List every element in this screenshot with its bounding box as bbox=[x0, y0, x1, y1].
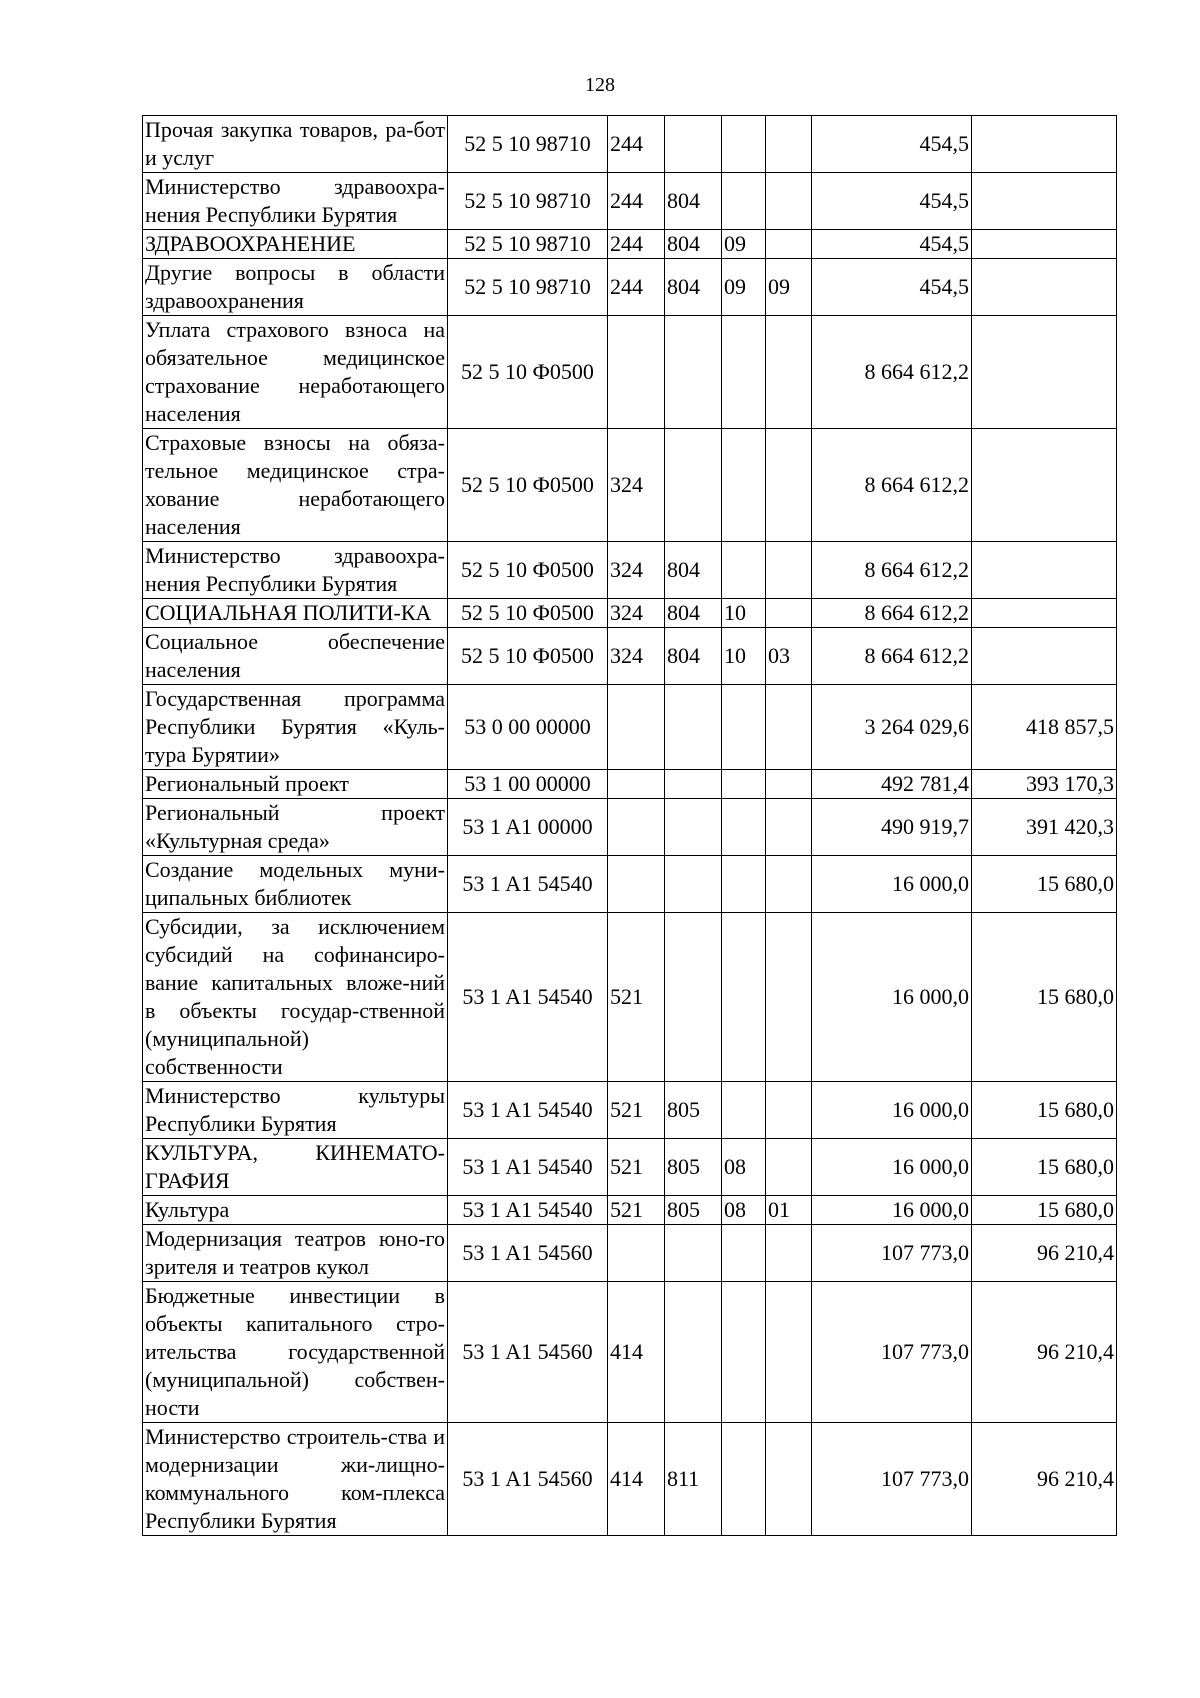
section-code bbox=[722, 1082, 766, 1139]
amount-total: 8 664 612,2 bbox=[812, 316, 972, 429]
amount-total: 454,5 bbox=[812, 116, 972, 173]
amount-federal bbox=[972, 599, 1117, 628]
section-code bbox=[722, 316, 766, 429]
row-name: Субсидии, за исключением субсидий на софинансиро-вание капитальных вложе-ний в объекты государ-ственной (муниципальной) собственности bbox=[143, 913, 448, 1082]
target-article-code: 52 5 10 98710 bbox=[448, 173, 608, 230]
row-name: Уплата страхового взноса на обязательное медицинское страхование неработающего населения bbox=[143, 316, 448, 429]
target-article-code: 52 5 10 98710 bbox=[448, 230, 608, 259]
table-row bbox=[143, 1423, 1117, 1536]
expense-type-code: 414 bbox=[608, 1423, 665, 1536]
ministry-code: 805 bbox=[665, 1139, 722, 1196]
target-article-code: 52 5 10 Ф0500 bbox=[448, 429, 608, 542]
section-code bbox=[722, 685, 766, 770]
expense-type-code: 414 bbox=[608, 1282, 665, 1423]
row-name: КУЛЬТУРА, КИНЕМАТО-ГРАФИЯ bbox=[143, 1139, 448, 1196]
subsection-code bbox=[766, 542, 812, 599]
amount-total: 8 664 612,2 bbox=[812, 542, 972, 599]
amount-total: 16 000,0 bbox=[812, 1139, 972, 1196]
expense-type-code: 244 bbox=[608, 230, 665, 259]
expense-type-code bbox=[608, 685, 665, 770]
subsection-code: 03 bbox=[766, 628, 812, 685]
amount-total: 454,5 bbox=[812, 259, 972, 316]
target-article-code: 52 5 10 Ф0500 bbox=[448, 316, 608, 429]
expense-type-code: 521 bbox=[608, 1196, 665, 1225]
ministry-code: 804 bbox=[665, 173, 722, 230]
ministry-code bbox=[665, 116, 722, 173]
amount-total: 454,5 bbox=[812, 230, 972, 259]
target-article-code: 53 0 00 00000 bbox=[448, 685, 608, 770]
row-name: Региональный проект bbox=[143, 770, 448, 799]
row-name: Страховые взносы на обяза-тельное медицинское стра-хование неработающего населения bbox=[143, 429, 448, 542]
expense-type-code: 324 bbox=[608, 628, 665, 685]
amount-total: 16 000,0 bbox=[812, 1196, 972, 1225]
ministry-code bbox=[665, 856, 722, 913]
expense-type-code: 521 bbox=[608, 1139, 665, 1196]
amount-federal: 96 210,4 bbox=[972, 1225, 1117, 1282]
subsection-code bbox=[766, 685, 812, 770]
row-name: Социальное обеспечение населения bbox=[143, 628, 448, 685]
expense-type-code bbox=[608, 856, 665, 913]
ministry-code bbox=[665, 799, 722, 856]
row-name: Министерство строитель-ства и модернизации жи-лищно-коммунального ком-плекса Республики Бурятия bbox=[143, 1423, 448, 1536]
amount-federal bbox=[972, 429, 1117, 542]
expense-type-code: 324 bbox=[608, 542, 665, 599]
amount-federal bbox=[972, 542, 1117, 599]
table-row bbox=[143, 628, 1117, 685]
section-code bbox=[722, 1282, 766, 1423]
expense-type-code: 521 bbox=[608, 913, 665, 1082]
table-row bbox=[143, 685, 1117, 770]
row-name: Министерство здравоохра-нения Республики Бурятия bbox=[143, 173, 448, 230]
section-code bbox=[722, 913, 766, 1082]
target-article-code: 52 5 10 Ф0500 bbox=[448, 542, 608, 599]
subsection-code bbox=[766, 913, 812, 1082]
ministry-code: 804 bbox=[665, 230, 722, 259]
table-row bbox=[143, 1082, 1117, 1139]
row-name: ЗДРАВООХРАНЕНИЕ bbox=[143, 230, 448, 259]
amount-total: 16 000,0 bbox=[812, 913, 972, 1082]
amount-federal bbox=[972, 116, 1117, 173]
section-code bbox=[722, 856, 766, 913]
row-name: Региональный проект «Культурная среда» bbox=[143, 799, 448, 856]
table-row bbox=[143, 856, 1117, 913]
amount-federal: 15 680,0 bbox=[972, 1082, 1117, 1139]
table-row bbox=[143, 1196, 1117, 1225]
expense-type-code bbox=[608, 799, 665, 856]
ministry-code: 805 bbox=[665, 1082, 722, 1139]
ministry-code bbox=[665, 1225, 722, 1282]
target-article-code: 53 1 A1 54560 bbox=[448, 1225, 608, 1282]
ministry-code bbox=[665, 770, 722, 799]
amount-total: 8 664 612,2 bbox=[812, 599, 972, 628]
ministry-code bbox=[665, 913, 722, 1082]
ministry-code bbox=[665, 429, 722, 542]
section-code bbox=[722, 542, 766, 599]
ministry-code: 804 bbox=[665, 628, 722, 685]
expense-type-code: 244 bbox=[608, 259, 665, 316]
row-name: Министерство культуры Республики Бурятия bbox=[143, 1082, 448, 1139]
row-name: Бюджетные инвестиции в объекты капитального стро-ительства государственной (муниципальной) собствен-ности bbox=[143, 1282, 448, 1423]
target-article-code: 52 5 10 Ф0500 bbox=[448, 599, 608, 628]
amount-federal: 393 170,3 bbox=[972, 770, 1117, 799]
expense-type-code: 324 bbox=[608, 599, 665, 628]
subsection-code: 01 bbox=[766, 1196, 812, 1225]
section-code: 10 bbox=[722, 628, 766, 685]
target-article-code: 53 1 A1 54540 bbox=[448, 1082, 608, 1139]
subsection-code bbox=[766, 1082, 812, 1139]
table-row bbox=[143, 599, 1117, 628]
section-code: 09 bbox=[722, 230, 766, 259]
table-row bbox=[143, 429, 1117, 542]
row-name: Министерство здравоохра-нения Республики Бурятия bbox=[143, 542, 448, 599]
expense-type-code: 324 bbox=[608, 429, 665, 542]
amount-federal: 418 857,5 bbox=[972, 685, 1117, 770]
subsection-code bbox=[766, 429, 812, 542]
section-code bbox=[722, 1225, 766, 1282]
amount-total: 3 264 029,6 bbox=[812, 685, 972, 770]
row-name: Другие вопросы в области здравоохранения bbox=[143, 259, 448, 316]
row-name: Культура bbox=[143, 1196, 448, 1225]
section-code bbox=[722, 799, 766, 856]
subsection-code bbox=[766, 316, 812, 429]
section-code bbox=[722, 116, 766, 173]
amount-total: 107 773,0 bbox=[812, 1225, 972, 1282]
subsection-code bbox=[766, 230, 812, 259]
ministry-code bbox=[665, 1282, 722, 1423]
amount-federal: 15 680,0 bbox=[972, 856, 1117, 913]
ministry-code bbox=[665, 685, 722, 770]
target-article-code: 52 5 10 98710 bbox=[448, 116, 608, 173]
subsection-code: 09 bbox=[766, 259, 812, 316]
table-row bbox=[143, 116, 1117, 173]
target-article-code: 52 5 10 98710 bbox=[448, 259, 608, 316]
row-name: Модернизация театров юно-го зрителя и театров кукол bbox=[143, 1225, 448, 1282]
section-code: 09 bbox=[722, 259, 766, 316]
target-article-code: 53 1 A1 54540 bbox=[448, 913, 608, 1082]
subsection-code bbox=[766, 856, 812, 913]
table-row bbox=[143, 1139, 1117, 1196]
table-row bbox=[143, 913, 1117, 1082]
ministry-code: 805 bbox=[665, 1196, 722, 1225]
amount-total: 490 919,7 bbox=[812, 799, 972, 856]
subsection-code bbox=[766, 116, 812, 173]
target-article-code: 53 1 A1 54540 bbox=[448, 1196, 608, 1225]
row-name: Создание модельных муни-ципальных библиотек bbox=[143, 856, 448, 913]
target-article-code: 53 1 A1 54540 bbox=[448, 1139, 608, 1196]
amount-federal bbox=[972, 316, 1117, 429]
amount-federal bbox=[972, 173, 1117, 230]
section-code: 08 bbox=[722, 1139, 766, 1196]
table-row bbox=[143, 259, 1117, 316]
expense-type-code bbox=[608, 770, 665, 799]
table-row bbox=[143, 799, 1117, 856]
target-article-code: 53 1 A1 54560 bbox=[448, 1423, 608, 1536]
page-number: 128 bbox=[585, 74, 615, 96]
expense-type-code bbox=[608, 316, 665, 429]
section-code bbox=[722, 173, 766, 230]
amount-federal: 15 680,0 bbox=[972, 1139, 1117, 1196]
section-code bbox=[722, 1423, 766, 1536]
table-row bbox=[143, 1225, 1117, 1282]
target-article-code: 53 1 00 00000 bbox=[448, 770, 608, 799]
ministry-code: 811 bbox=[665, 1423, 722, 1536]
table-row bbox=[143, 173, 1117, 230]
amount-federal bbox=[972, 628, 1117, 685]
expense-type-code: 244 bbox=[608, 116, 665, 173]
expense-type-code: 521 bbox=[608, 1082, 665, 1139]
amount-total: 454,5 bbox=[812, 173, 972, 230]
subsection-code bbox=[766, 1282, 812, 1423]
ministry-code: 804 bbox=[665, 542, 722, 599]
target-article-code: 53 1 A1 54540 bbox=[448, 856, 608, 913]
amount-total: 16 000,0 bbox=[812, 1082, 972, 1139]
amount-federal: 15 680,0 bbox=[972, 1196, 1117, 1225]
expense-type-code bbox=[608, 1225, 665, 1282]
target-article-code: 53 1 A1 54560 bbox=[448, 1282, 608, 1423]
section-code bbox=[722, 770, 766, 799]
table-row bbox=[143, 542, 1117, 599]
subsection-code bbox=[766, 1139, 812, 1196]
subsection-code bbox=[766, 173, 812, 230]
amount-total: 8 664 612,2 bbox=[812, 429, 972, 542]
ministry-code bbox=[665, 316, 722, 429]
row-name: СОЦИАЛЬНАЯ ПОЛИТИ-КА bbox=[143, 599, 448, 628]
amount-federal bbox=[972, 259, 1117, 316]
amount-federal: 96 210,4 bbox=[972, 1282, 1117, 1423]
amount-total: 492 781,4 bbox=[812, 770, 972, 799]
amount-federal: 96 210,4 bbox=[972, 1423, 1117, 1536]
section-code: 08 bbox=[722, 1196, 766, 1225]
amount-total: 107 773,0 bbox=[812, 1423, 972, 1536]
subsection-code bbox=[766, 1423, 812, 1536]
amount-federal: 15 680,0 bbox=[972, 913, 1117, 1082]
table-row bbox=[143, 316, 1117, 429]
amount-federal: 391 420,3 bbox=[972, 799, 1117, 856]
section-code: 10 bbox=[722, 599, 766, 628]
amount-federal bbox=[972, 230, 1117, 259]
target-article-code: 53 1 A1 00000 bbox=[448, 799, 608, 856]
row-name: Государственная программа Республики Бурятия «Куль-тура Бурятии» bbox=[143, 685, 448, 770]
table-row bbox=[143, 1282, 1117, 1423]
table-row bbox=[143, 770, 1117, 799]
subsection-code bbox=[766, 770, 812, 799]
subsection-code bbox=[766, 599, 812, 628]
target-article-code: 52 5 10 Ф0500 bbox=[448, 628, 608, 685]
expense-type-code: 244 bbox=[608, 173, 665, 230]
subsection-code bbox=[766, 1225, 812, 1282]
ministry-code: 804 bbox=[665, 599, 722, 628]
table-row bbox=[143, 230, 1117, 259]
budget-table bbox=[142, 115, 1117, 1536]
ministry-code: 804 bbox=[665, 259, 722, 316]
section-code bbox=[722, 429, 766, 542]
subsection-code bbox=[766, 799, 812, 856]
row-name: Прочая закупка товаров, ра-бот и услуг bbox=[143, 116, 448, 173]
amount-total: 16 000,0 bbox=[812, 856, 972, 913]
amount-total: 107 773,0 bbox=[812, 1282, 972, 1423]
amount-total: 8 664 612,2 bbox=[812, 628, 972, 685]
